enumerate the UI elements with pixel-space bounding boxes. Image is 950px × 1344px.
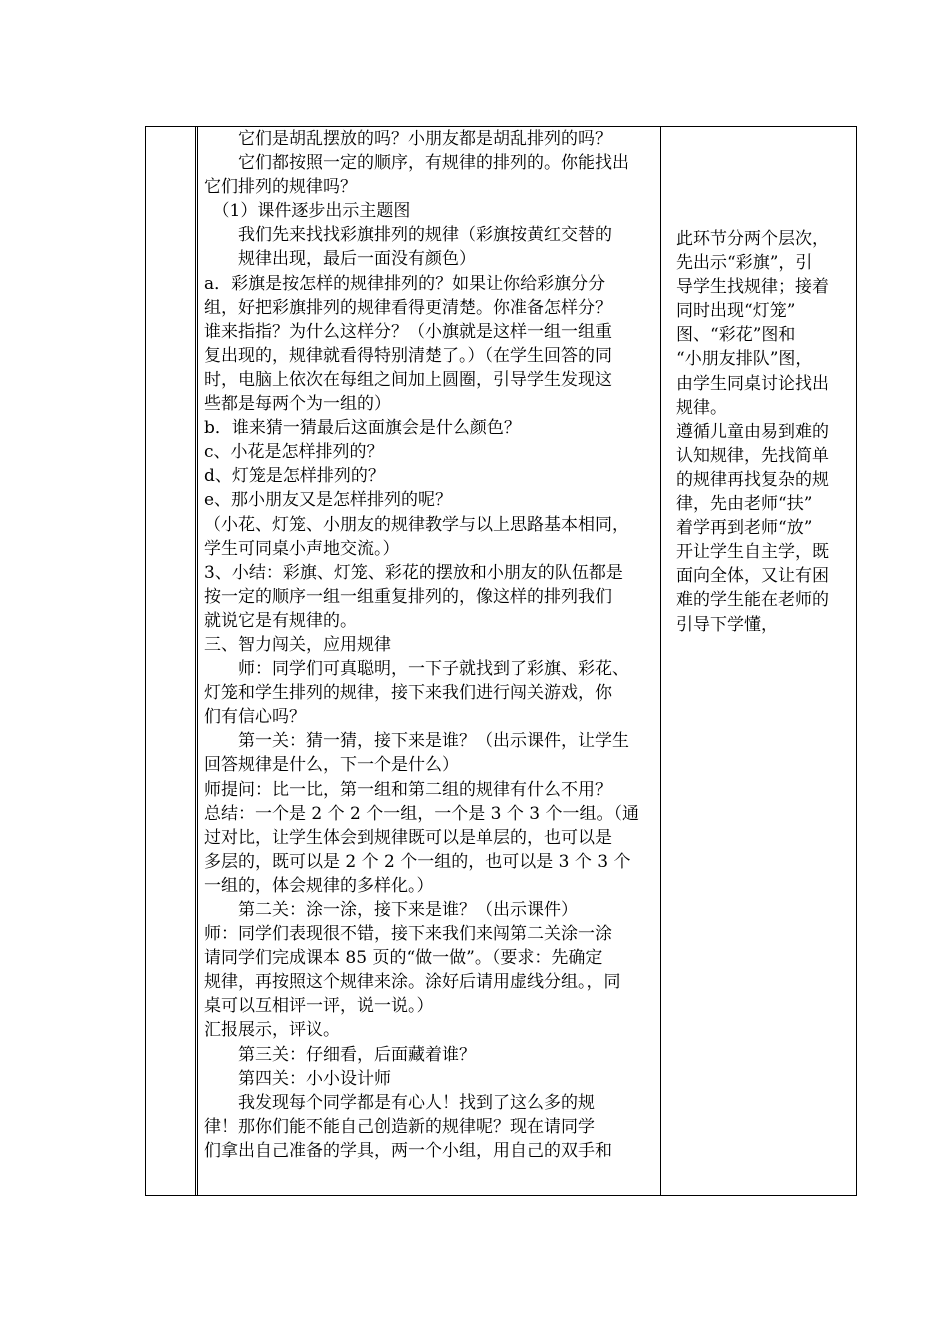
main-text-line: 组，好把彩旗排列的规律看得更清楚。你准备怎样分？ <box>204 297 612 318</box>
main-text-line: 回答规律是什么，下一个是什么） <box>204 755 459 776</box>
side-note-line: 图、“彩花”图和 <box>676 325 796 346</box>
main-text-line: （小花、灯笼、小朋友的规律教学与以上思路基本相同， <box>204 514 629 535</box>
side-note-line: 先出示“彩旗”，引 <box>676 253 813 274</box>
main-text-line: 律！那你们能不能自己创造新的规律呢？现在请同学 <box>204 1116 595 1137</box>
main-text-line: 它们排列的规律吗？ <box>204 177 357 198</box>
main-text-line: 第三关：仔细看，后面藏着谁？ <box>204 1044 476 1065</box>
side-note-line: 着学再到老师“放” <box>676 518 813 539</box>
main-text-line: 我们先来找找彩旗排列的规律（彩旗按黄红交替的 <box>204 225 612 246</box>
column-divider <box>660 127 661 1195</box>
side-note-line: 开让学生自主学，既 <box>676 542 829 563</box>
teaching-process-cell <box>204 127 660 1163</box>
main-text-line: 它们都按照一定的顺序，有规律的排列的。你能找出 <box>204 153 629 174</box>
main-text-line: 三、智力闯关，应用规律 <box>204 634 391 655</box>
main-text-line: 多层的，既可以是 2 个 2 个一组的，也可以是 3 个 3 个 <box>204 851 631 872</box>
main-text-line: 桌可以互相评一评，说一说。） <box>204 996 434 1017</box>
main-text-line: 按一定的顺序一组一组重复排列的，像这样的排列我们 <box>204 586 612 607</box>
main-text-line: 它们是胡乱摆放的吗？小朋友都是胡乱排列的吗？ <box>204 129 612 149</box>
side-note-line: 难的学生能在老师的 <box>676 590 829 611</box>
main-text-line: b．谁来猜一猜最后这面旗会是什么颜色？ <box>204 418 521 439</box>
main-text-line: 规律，再按照这个规律来涂。涂好后请用虚线分组。，同 <box>204 972 621 993</box>
side-note-line: 律，先由老师“扶” <box>676 494 813 515</box>
side-note-line: 此环节分两个层次， <box>676 229 829 249</box>
side-note-line: 认知规律，先找简单 <box>676 445 829 466</box>
main-text-line: e、那小朋友又是怎样排列的呢？ <box>204 490 453 511</box>
main-text-line: 些都是每两个为一组的） <box>204 394 391 415</box>
main-text-line: 第四关：小小设计师 <box>204 1068 391 1089</box>
main-text-line: 一组的，体会规律的多样化。） <box>204 875 434 896</box>
main-text-line: （1）课件逐步出示主题图 <box>204 201 411 222</box>
side-note-line: 导学生找规律；接着 <box>676 277 829 298</box>
main-text-line: 们拿出自己准备的学具，两一个小组，用自己的双手和 <box>204 1140 612 1161</box>
main-text-line: 第二关：涂一涂，接下来是谁？（出示课件） <box>204 900 578 920</box>
main-text-line: 3、小结：彩旗、灯笼、彩花的摆放和小朋友的队伍都是 <box>204 562 623 583</box>
main-text-line: 师：同学们表现很不错，接下来我们来闯第二关涂一涂 <box>204 924 612 945</box>
main-text-line: 总结：一个是 2 个 2 个一组，一个是 3 个 3 个一组。（通 <box>204 803 639 824</box>
lesson-plan-table <box>145 126 857 1196</box>
main-text-line: 就说它是有规律的。 <box>204 610 357 631</box>
main-text-line: 们有信心吗？ <box>204 707 306 728</box>
side-note-line: 规律。 <box>676 397 727 418</box>
main-text-line: 规律出现，最后一面没有颜色） <box>204 249 476 270</box>
main-text-line: 谁来指指？为什么这样分？（小旗就是这样一组一组重 <box>204 321 612 342</box>
main-text-line: 汇报展示，评议。 <box>204 1020 340 1041</box>
column-divider <box>197 127 198 1195</box>
main-text-line: 过对比，让学生体会到规律既可以是单层的，也可以是 <box>204 827 612 848</box>
main-text-line: 第一关：猜一猜，接下来是谁？（出示课件，让学生 <box>204 731 629 752</box>
main-text-line: 学生可同桌小声地交流。） <box>204 538 400 559</box>
side-note-line: “小朋友排队”图， <box>676 349 813 370</box>
main-text-line: 请同学们完成课本 85 页的“做一做”。（要求：先确定 <box>204 948 603 969</box>
main-text-line: c、小花是怎样排列的？ <box>204 442 384 463</box>
side-note-line: 面向全体，又让有困 <box>676 566 829 587</box>
main-text-line: 灯笼和学生排列的规律，接下来我们进行闯关游戏，你 <box>204 683 612 704</box>
column-divider <box>195 127 196 1195</box>
main-text-line: 师提问：比一比，第一组和第二组的规律有什么不用？ <box>204 779 612 800</box>
side-note-line: 遵循儿童由易到难的 <box>676 421 829 442</box>
main-text-line: 我发现每个同学都是有心人！找到了这么多的规 <box>204 1092 595 1113</box>
side-note-line: 引导下学懂， <box>676 614 778 635</box>
main-text-line: 时，电脑上依次在每组之间加上圆圈，引导学生发现这 <box>204 369 612 390</box>
main-text-line: 复出现的，规律就看得特别清楚了。）（在学生回答的同 <box>204 345 612 366</box>
main-text-line: d、灯笼是怎样排列的？ <box>204 466 385 487</box>
side-note-line: 同时出现“灯笼” <box>676 301 796 322</box>
design-intent-cell <box>676 227 854 637</box>
main-text-line: a．彩旗是按怎样的规律排列的？如果让你给彩旗分分 <box>204 273 606 294</box>
side-note-line: 由学生同桌讨论找出 <box>676 373 829 394</box>
side-note-line: 的规律再找复杂的规 <box>676 469 829 490</box>
main-text-line: 师：同学们可真聪明，一下子就找到了彩旗、彩花、 <box>204 659 629 680</box>
